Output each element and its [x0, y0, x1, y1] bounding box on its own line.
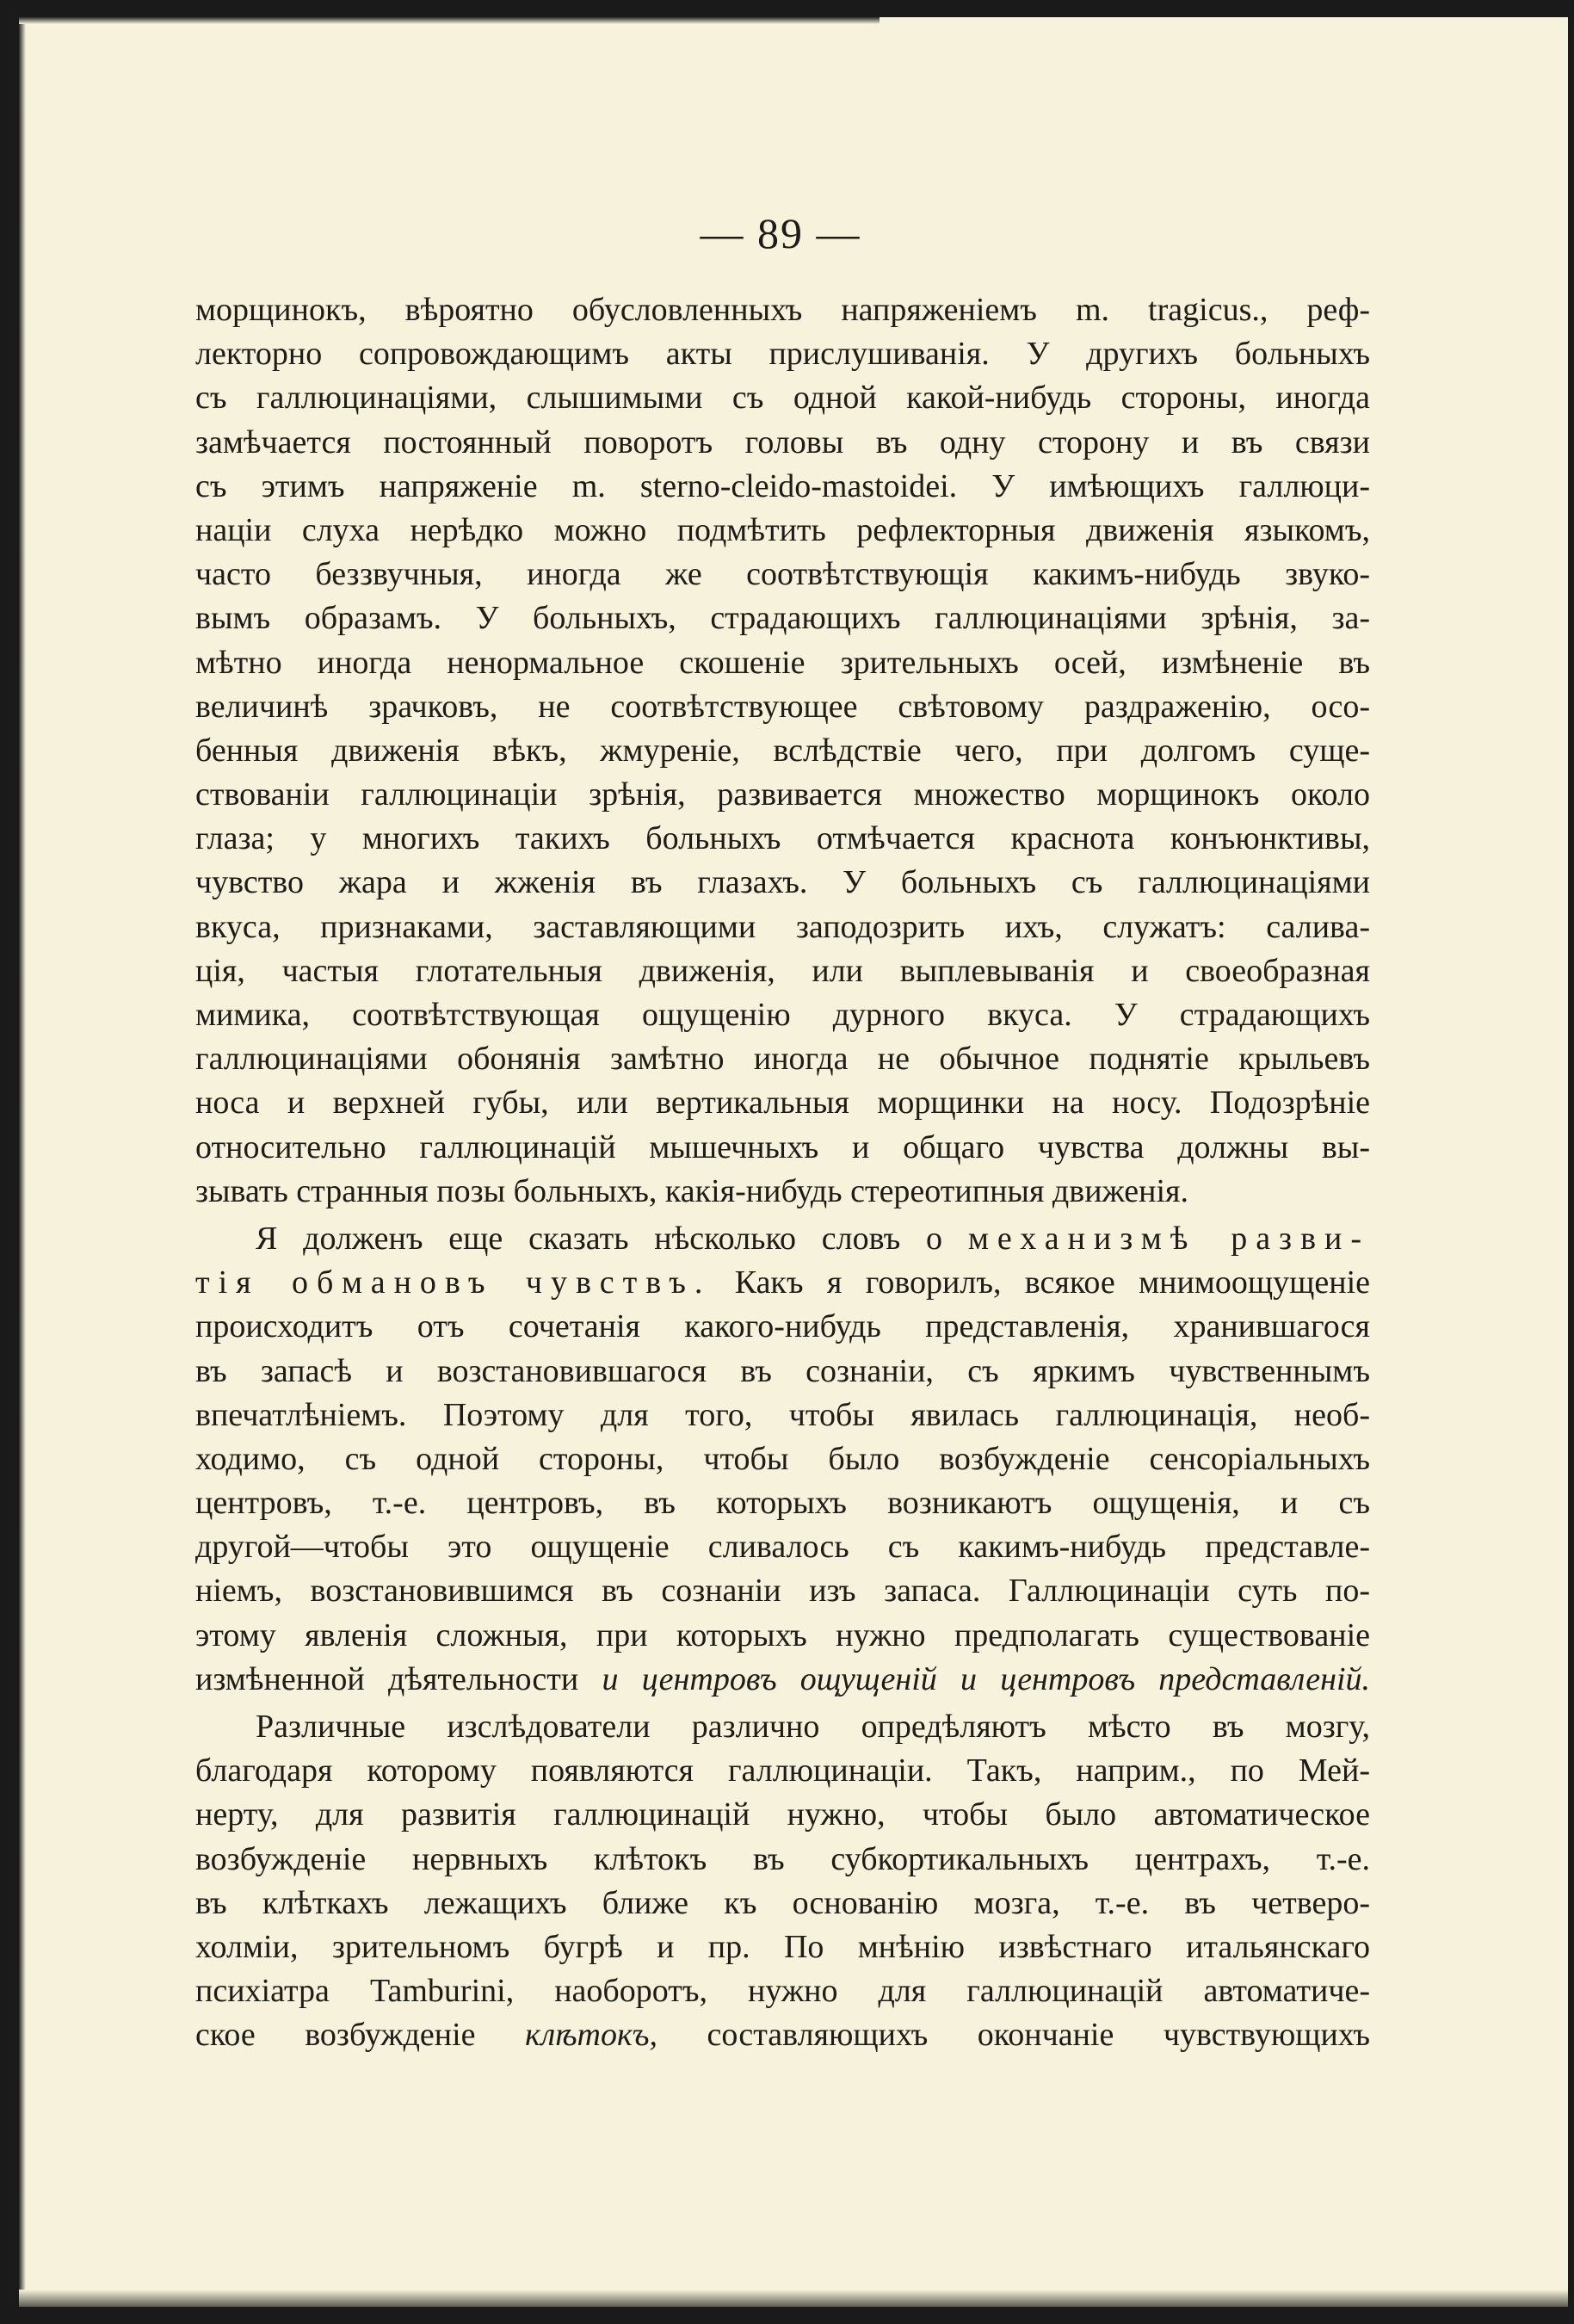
- page-number: — 89 —: [700, 209, 861, 257]
- text-line: мимика, соотвѣтствующая ощущенію дурного вкуса. У страдающихъ: [195, 997, 1370, 1033]
- text-line: въ запасѣ и возстановившагося въ сознаніи, съ яркимъ чувственнымъ: [195, 1352, 1370, 1389]
- text-line: ствованіи галлюцинаціи зрѣнія, развивается множество морщинокъ около: [195, 776, 1370, 813]
- text-run: ское возбужденіе: [195, 2017, 476, 2054]
- text-line: благодаря которому появляются галлюцинаціи. Такъ, наприм., по Мей-: [195, 1752, 1370, 1789]
- text-line: холміи, зрительномъ бугрѣ и пр. По мнѣнію извѣстнаго итальянскаго: [195, 1928, 1370, 1965]
- text-line: другой—чтобы это ощущеніе сливалось съ какимъ-нибудь представле-: [195, 1529, 1370, 1566]
- text-line: центровъ, т.-е. центровъ, въ которыхъ возникаютъ ощущенія, и съ: [195, 1485, 1370, 1522]
- text-line: націи слуха нерѣдко можно подмѣтить рефлекторныя движенія языкомъ,: [195, 511, 1370, 548]
- text-line: морщинокъ, вѣроятно обусловленныхъ напряженіемъ m. tragicus., реф-: [195, 292, 1370, 328]
- text-line: этому явленія сложныя, при которыхъ нужно предполагать существованіе: [195, 1616, 1370, 1653]
- text-line: мѣтно иногда ненормальное скошеніе зрительныхъ осей, измѣненіе въ: [195, 644, 1370, 681]
- text-line: съ этимъ напряженіе m. sterno-cleido-mastoidei. У имѣющихъ галлюци-: [195, 467, 1370, 504]
- emphasis-italic: и центровъ ощущеній и центровъ представленій.: [602, 1660, 1371, 1697]
- text-line: происходитъ отъ сочетанія какого-нибудь представленія, хранившагося: [195, 1308, 1370, 1345]
- text-line: психіатра Tamburini, наоборотъ, нужно для галлюцинацій автоматиче-: [195, 1973, 1370, 2010]
- emphasis-spaced: механизмѣ разви-: [967, 1220, 1371, 1257]
- emphasis-italic: клѣтокъ,: [525, 2017, 657, 2054]
- paragraph-1: [195, 288, 1370, 1214]
- text-line: ходимо, съ одной стороны, чтобы было возбужденіе сенсоріальныхъ: [195, 1440, 1370, 1477]
- text-line: Различные изслѣдователи различно опредѣляютъ мѣсто въ мозгу,: [256, 1709, 1370, 1745]
- body-text: [195, 288, 1370, 2061]
- text-line: возбужденіе нервныхъ клѣтокъ въ субкортикальныхъ центрахъ, т.-е.: [195, 1840, 1370, 1877]
- text-line: впечатлѣніемъ. Поэтому для того, чтобы явилась галлюцинація, необ-: [195, 1396, 1370, 1433]
- text-line: относительно галлюцинацій мышечныхъ и общаго чувства должны вы-: [195, 1128, 1370, 1165]
- page-left-edge-shadow: [19, 17, 26, 2307]
- text-run: измѣненной дѣятельности: [195, 1660, 579, 1697]
- text-line: носа и верхней губы, или вертикальныя морщинки на носу. Подозрѣніе: [195, 1085, 1370, 1122]
- emphasis-spaced: тія обмановъ чувствъ.: [195, 1264, 712, 1301]
- paragraph-3: [195, 1705, 1370, 2058]
- text-line: въ клѣткахъ лежащихъ ближе къ основанію мозга, т.-е. въ четверо-: [195, 1884, 1370, 1921]
- book-page: [19, 17, 1568, 2307]
- text-line: вкуса, признаками, заставляющими заподозрить ихъ, служатъ: салива-: [195, 908, 1370, 945]
- text-line: глаза; у многихъ такихъ больныхъ отмѣчается краснота конъюнктивы,: [195, 820, 1370, 857]
- text-line: [195, 2013, 1370, 2057]
- text-line: величинѣ зрачковъ, не соотвѣтствующее свѣтовому раздраженію, осо-: [195, 688, 1370, 725]
- text-line: часто беззвучныя, иногда же соотвѣтствующія какимъ-нибудь звуко-: [195, 556, 1370, 593]
- paragraph-2: [195, 1217, 1370, 1702]
- text-line: галлюцинаціями обонянія замѣтно иногда не обычное поднятіе крыльевъ: [195, 1041, 1370, 1078]
- text-line: [195, 1658, 1370, 1702]
- page-top-edge-shadow: [19, 17, 880, 24]
- text-line: съ галлюцинаціями, слышимыми съ одной какой-нибудь стороны, иногда: [195, 380, 1370, 417]
- text-line: ція, частыя глотательныя движенія, или выплевыванія и своеобразная: [195, 952, 1370, 989]
- text-line: замѣчается постоянный поворотъ головы въ одну сторону и въ связи: [195, 423, 1370, 460]
- text-line: вымъ образамъ. У больныхъ, страдающихъ галлюцинаціями зрѣнія, за-: [195, 600, 1370, 637]
- page-bottom-edge-shadow: [19, 2290, 1568, 2307]
- text-line: бенныя движенія вѣкъ, жмуреніе, вслѣдствіе чего, при долгомъ суще-: [195, 732, 1370, 769]
- text-line: нерту, для развитія галлюцинацій нужно, чтобы было автоматическое: [195, 1796, 1370, 1833]
- text-run: Я долженъ еще сказать нѣсколько словъ о: [256, 1220, 943, 1257]
- text-run: составляющихъ окончаніе чувствующихъ: [707, 2017, 1371, 2054]
- text-line: [195, 1261, 1370, 1305]
- text-line: ніемъ, возстановившимся въ сознаніи изъ запаса. Галлюцинаціи суть по-: [195, 1573, 1370, 1610]
- text-line: чувство жара и жженія въ глазахъ. У больныхъ съ галлюцинаціями: [195, 864, 1370, 901]
- text-line: зывать странныя позы больныхъ, какія-нибудь стереотипныя движенія.: [195, 1172, 1189, 1209]
- text-line: [195, 1217, 1370, 1261]
- text-run: Какъ я говорилъ, всякое мнимоощущеніе: [734, 1264, 1370, 1301]
- text-line: лекторно сопровождающимъ акты прислушиванія. У другихъ больныхъ: [195, 336, 1370, 373]
